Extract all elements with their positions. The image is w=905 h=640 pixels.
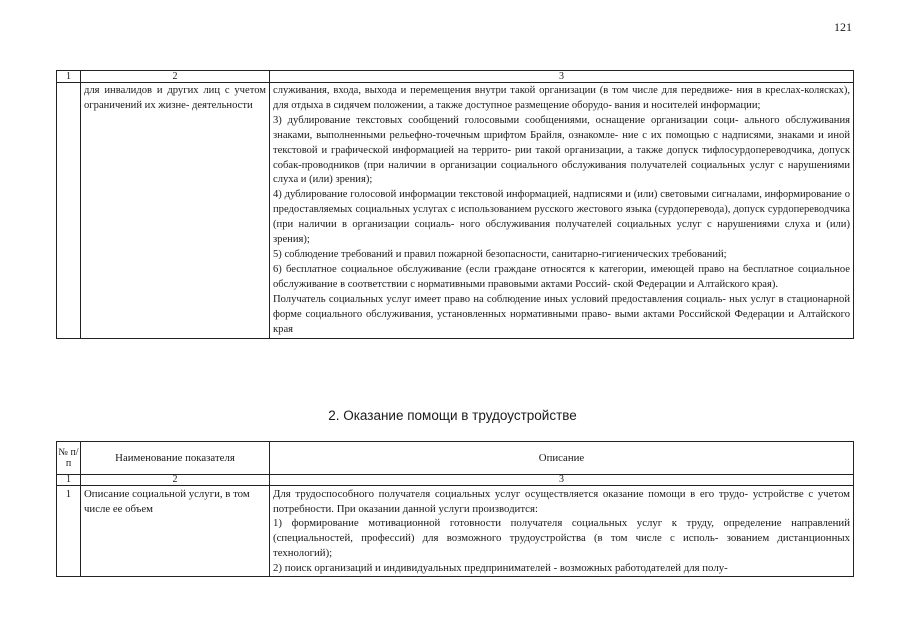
table-row: [57, 83, 854, 339]
header-number: № п/п: [57, 442, 81, 475]
section-title: 2. Оказание помощи в трудоустройстве: [328, 408, 577, 423]
description-paragraph: Для трудоспособного получателя социальных услуг осуществляется оказание помощи в его трудо- устройстве с учетом потребности. При оказании данной услуги производится:: [273, 488, 850, 515]
row-number: 1: [57, 486, 81, 577]
table-row: [57, 486, 854, 577]
column-number: 1: [57, 475, 81, 486]
column-number: 1: [57, 71, 81, 83]
header-description: Описание: [270, 442, 854, 475]
description-paragraph: 1) формирование мотивационной готовности получателя социальных услуг к труду, определение направлений (специальностей, профессий) для возможного трудоустройства (в том числе с исполь- зованием дистанционных технологий);: [273, 517, 850, 559]
accessibility-conditions-table: [56, 70, 854, 339]
column-number-row: [57, 475, 854, 486]
indicator-description: [270, 486, 854, 577]
column-number: 2: [81, 71, 270, 83]
indicator-name: Описание социальной услуги, в том числе ее объем: [81, 486, 270, 577]
description-paragraph: 5) соблюдение требований и правил пожарной безопасности, санитарно-гигиенических требований;: [273, 248, 727, 260]
employment-assistance-table: [56, 441, 854, 577]
description-paragraph: 2) поиск организаций и индивидуальных предпринимателей - возможных работодателей для полу-: [273, 561, 728, 574]
description-paragraph: 6) бесплатное социальное обслуживание (если граждане относятся к категории, имеющей право на бесплатное социальное обслуживание в соответствии с нормативными правовыми актами Россий- ской Федерации и Алтайского края).: [273, 263, 850, 290]
table-header-row: [57, 442, 854, 475]
indicator-name: для инвалидов и других лиц с учетом ограничений их жизне- деятельности: [81, 83, 270, 339]
description-paragraph: 3) дублирование текстовых сообщений голосовыми сообщениями, оснащение организации соци- ального обслуживания знаками, выполненными рельефно-точечным шрифтом Брайля, ознакомле- ние с их помощью с надписями, знаками и иной текстовой и графической информацией на террито- рии такой организации, а также допуск тифлосурдопереводчика, допуск собак-проводников (при наличии в организации социального обслуживания получателей социальных услуг с нарушениями слуха и (или) зрения);: [273, 114, 850, 186]
description-paragraph: 4) дублирование голосовой информации текстовой информацией, надписями и (или) световыми сигналами, информирование о предоставляемых социальных услугах с использованием русского жестового языка (сурдоперевода), допуск сурдопереводчика (при наличии в организации социаль- ного обслуживания получателей социальных услуг с нарушениями слуха и (или) зрения);: [273, 189, 850, 246]
column-number: 3: [270, 475, 854, 486]
indicator-description: [270, 83, 854, 339]
page-number: 121: [834, 20, 852, 34]
column-number: 3: [270, 71, 854, 83]
row-number: [57, 83, 81, 339]
description-paragraph: служивания, входа, выхода и перемещения внутри такой организации (в том числе для передвиже- ния в креслах-колясках), для отдыха в сидячем положении, а также доступное размещение оборудо- вания и носителей информации;: [273, 85, 850, 111]
column-number: 2: [81, 475, 270, 486]
description-paragraph: Получатель социальных услуг имеет право на соблюдение иных условий предоставления социаль- ных услуг в стационарной форме социального обслуживания, установленных нормативными право- выми актами Российской Федерации и Алтайского края: [273, 293, 850, 335]
header-name: Наименование показателя: [81, 442, 270, 475]
column-number-row: [57, 71, 854, 83]
